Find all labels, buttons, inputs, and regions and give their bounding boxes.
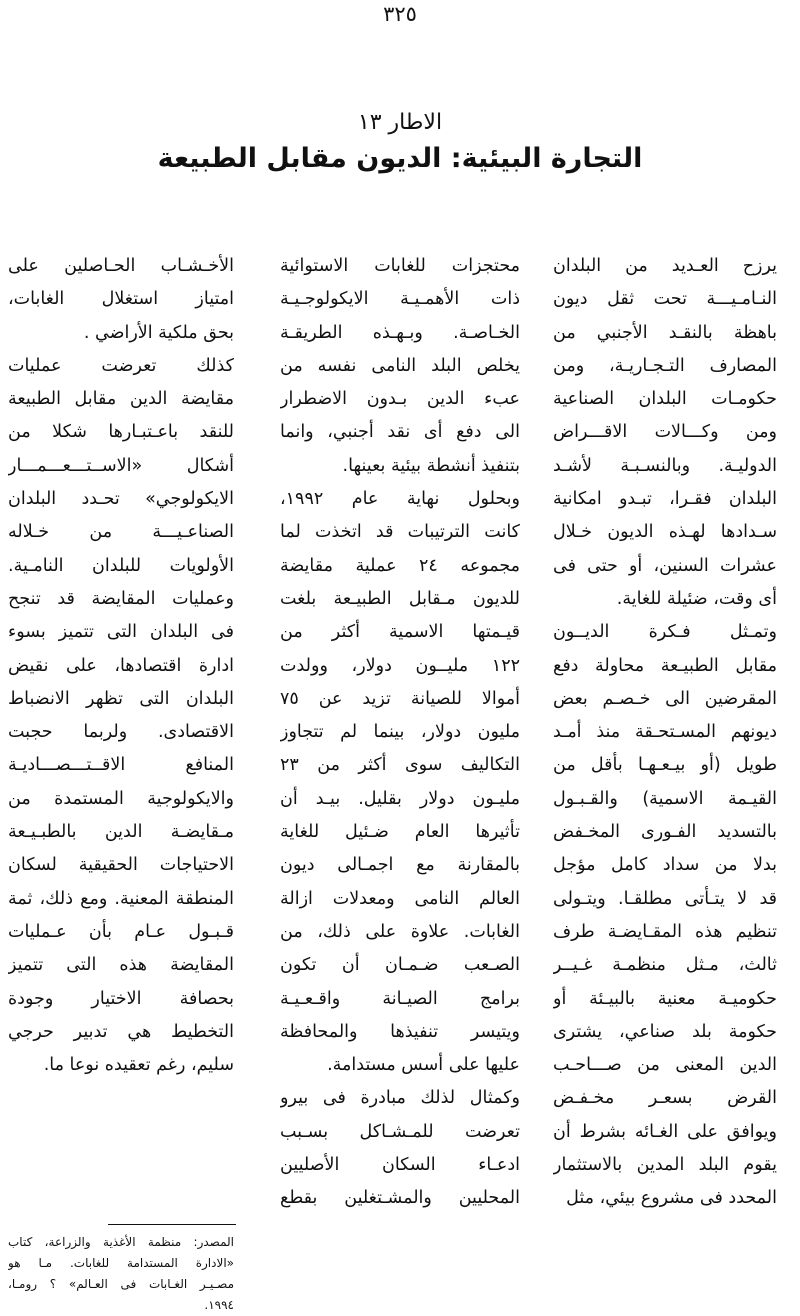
text-line: التكاليف سوى أكثر من ٢٣: [280, 755, 520, 776]
text-line: امتياز استغلال الغابات،: [8, 289, 234, 310]
page-number: ٣٢٥: [383, 2, 417, 26]
text-line: مقايضة الدين مقابل الطبيعة: [8, 389, 234, 410]
text-line: الأخـشـاب الحـاصلين على: [8, 256, 234, 276]
box-label: الاطار ١٣: [357, 110, 443, 135]
text-line: المصارف التـجـاريـة، ومن: [553, 355, 777, 376]
text-line: قـبـول عـام بأن عـمليات: [8, 921, 234, 942]
text-line: التخطيط هي تدبير حرجي: [8, 1021, 234, 1042]
text-line: «الادارة المستدامة للغابات. مـا هو: [8, 1256, 234, 1270]
text-line: ومن وكـــالات الاقـــراض: [553, 422, 777, 443]
text-line: سليم، رغم تعقيده نوعا ما.: [43, 1055, 234, 1076]
text-line: أشكال «الاســتـــعـــمـــار: [8, 455, 234, 476]
text-line: الاقتصادى. ولربما حجبت: [8, 722, 234, 743]
text-line: محتجزات للغابات الاستوائية: [280, 256, 520, 276]
text-line: عشرات السنين، أو حتى فى: [553, 555, 777, 576]
text-line: طويل (أو بيـعـهـا بأقل من: [553, 755, 777, 776]
text-line: بتنفيذ أنشطة بيئية بعينها.: [342, 455, 520, 476]
text-line: ويوافق على الغـائه بشرط أن: [553, 1121, 777, 1142]
text-line: ويتيسر تنفيذها والمحافظة: [280, 1021, 520, 1042]
text-line: مقابل الطبيـعة محاولة دفع: [553, 655, 777, 676]
text-line: بالمقارنة مع اجمـالى ديون: [280, 855, 520, 876]
text-line: فى البلدان التى تتميز بسوء: [8, 622, 234, 643]
text-line: قيـمتها الاسمية أكثر من: [280, 622, 520, 643]
column-right: [553, 250, 777, 1216]
text-line: باهظة بالنقـد الأجنبي من: [553, 322, 777, 343]
text-line: المنطقة المعنية. ومع ذلك، ثمة: [8, 888, 234, 909]
text-line: الصـعب ضـمـان أن تكون: [280, 955, 520, 976]
text-line: بحصافة الاختيار وجودة: [8, 988, 234, 1009]
footnote-divider: [108, 1224, 236, 1225]
text-line: سـدادها لهـذه الديون خـلال: [553, 522, 777, 543]
text-line: ادارة اقتصادها، على نقيض: [8, 655, 234, 676]
text-line: وعمليات المقايضة قد تنجح: [8, 588, 234, 609]
text-line: الى دفع أى نقد أجنبي، وانما: [280, 422, 520, 443]
text-line: المقايضة هذه التى تتميز: [8, 955, 234, 976]
text-line: ١٢٢ مليــون دولار، وولدت: [280, 655, 520, 676]
text-line: يرزح العـديد من البلدان: [553, 256, 777, 276]
text-line: ادعـاء السكان الأصليين: [280, 1155, 520, 1176]
text-line: الاحتياجات الحقيقية لسكان: [8, 855, 234, 876]
text-line: يقوم البلد المدين بالاستثمار: [553, 1155, 777, 1176]
text-line: ذات الأهمـيـة الايكولوجـيـة: [280, 289, 520, 310]
text-line: الدين المعنى من صـــاحـب: [553, 1055, 777, 1076]
text-line: وتمـثل فـكرة الديــون: [553, 622, 777, 643]
text-line: مليـون دولار بقليل. بيـد أن: [280, 788, 520, 809]
footnote: [8, 1232, 234, 1316]
text-line: ديونهم المسـتحـقة منذ أمـد: [553, 722, 777, 743]
text-line: القيـمة الاسمية) والقـبـول: [553, 788, 777, 809]
text-line: الصناعـيـــة من خـلاله: [8, 522, 234, 543]
text-line: مصـيـر الغـابات فى العـالم» ؟ رومـا،: [8, 1277, 234, 1291]
text-line: للديون مـقابل الطبيـعة بلغت: [280, 588, 520, 609]
text-line: وبحلول نهاية عام ١٩٩٢،: [280, 489, 520, 510]
text-line: أموالا للصيانة تزيد عن ٧٥: [280, 688, 520, 709]
text-line: حكومة بلد صناعي، يشترى: [553, 1021, 777, 1042]
text-line: عبء الدين بـدون الاضطرار: [280, 389, 520, 410]
column-left: [8, 250, 234, 1082]
text-line: البلدان التى تظهر الانضباط: [8, 688, 234, 709]
text-line: ١٩٩٤.: [204, 1298, 234, 1312]
text-line: الغابات. علاوة على ذلك، من: [280, 921, 520, 942]
text-line: المحليين والمشـتغلين بقطع: [280, 1188, 520, 1209]
text-line: مجموعه ٢٤ عملية مقايضة: [280, 555, 520, 576]
text-line: كذلك تعرضت عمليات: [8, 355, 234, 376]
text-line: قد لا يتـأتى مطلقـا. ويتـولى: [553, 888, 777, 909]
text-line: تأثيرها العام ضـئيل للغاية: [280, 822, 520, 843]
text-line: تعرضت للمـشـاكل بسـبب: [280, 1121, 520, 1142]
text-line: يخلص البلد النامى نفسه من: [280, 355, 520, 376]
text-line: المقرضين الى خـصـم بعض: [553, 688, 777, 709]
text-line: المنافع الاقــتـــصـــاديـة: [8, 755, 234, 776]
text-line: بحق ملكية الأراضي .: [83, 322, 234, 343]
text-line: الأولويات للبلدان النامـية.: [8, 555, 234, 576]
text-line: الايكولوجي» تحـدد البلدان: [8, 489, 234, 510]
text-line: بدلا من سداد كامل مؤجل: [553, 855, 777, 876]
text-line: مليون دولار، بينما لم تتجاوز: [280, 722, 520, 743]
text-line: مـقايضـة الدين بالطبـيـعة: [8, 822, 234, 843]
text-line: عليها على أسس مستدامة.: [327, 1055, 520, 1076]
text-line: العالم النامى ومعدلات ازالة: [280, 888, 520, 909]
text-line: الدوليـة. وبالنسـبـة لأشـد: [553, 455, 777, 476]
text-line: المصدر: منظمة الأغذية والزراعة، كتاب: [8, 1235, 234, 1249]
column-middle: [280, 250, 520, 1216]
text-line: المحدد فى مشروع بيئي، مثل: [566, 1188, 777, 1209]
text-line: الخـاصـة. وبـهـذه الطريقـة: [280, 322, 520, 343]
text-line: برامج الصيـانة واقـعـيـة: [280, 988, 520, 1009]
text-line: وكمثال لذلك مبادرة فى بيرو: [280, 1088, 520, 1109]
text-line: والايكولوجية المستمدة من: [8, 788, 234, 809]
text-line: حكومـات البلدان الصناعية: [553, 389, 777, 410]
text-line: ثالث، مـثل منظمـة غـيــر: [553, 955, 777, 976]
text-line: تنظيم هذه المقـايضـة طرف: [553, 921, 777, 942]
text-line: النـامـيـــة تحت ثقل ديون: [553, 289, 777, 310]
text-line: البلدان فقـرا، تبـدو امكانية: [553, 489, 777, 510]
text-line: للنقد باعـتبـارها شكلا من: [8, 422, 234, 443]
text-line: القرض بسعـر مخـفـض: [553, 1088, 777, 1109]
text-line: كانت الترتيبات قد اتخذت لما: [280, 522, 520, 543]
text-line: حكوميـة معنية بالبيـئة أو: [553, 988, 777, 1009]
text-line: أى وقت، ضئيلة للغاية.: [616, 588, 777, 609]
text-line: بالتسديد الفـورى المخـفض: [553, 822, 777, 843]
page-title: التجارة البيئية: الديون مقابل الطبيعة: [157, 143, 643, 174]
